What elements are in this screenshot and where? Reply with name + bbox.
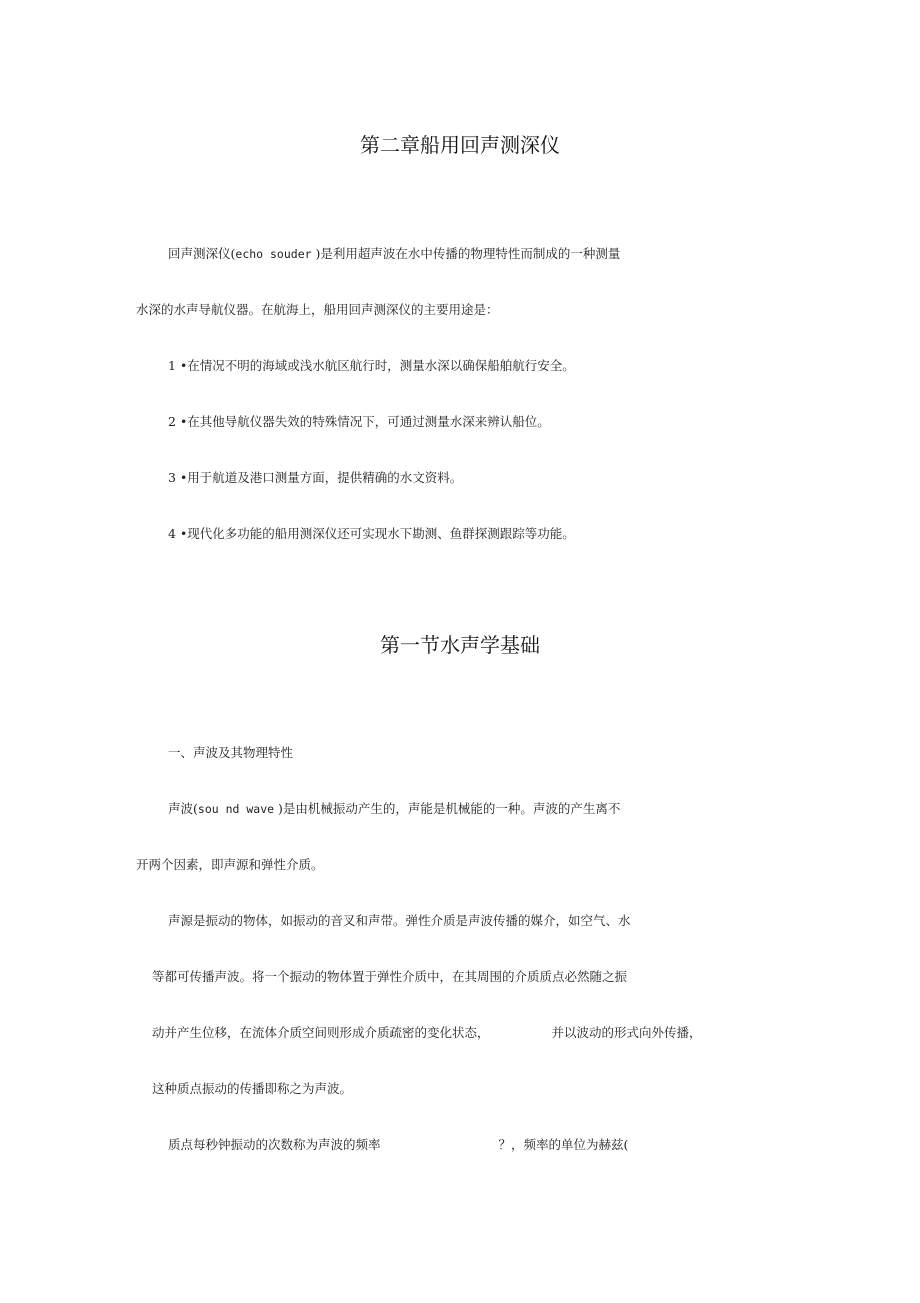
para3-line-1-a: 质点每秒钟振动的次数称为声波的频率 — [168, 1137, 381, 1152]
para2-line-3-a: 动并产生位移，在流体介质空间则形成介质疏密的变化状态， — [152, 1025, 490, 1040]
list-item — [168, 470, 462, 486]
list-item — [168, 414, 550, 430]
para2-line-2: 等都可传播声波。将一个振动的物体置于弹性介质中，在其周围的介质质点必然随之振 — [152, 969, 628, 984]
para2-line-1: 声源是振动的物体，如振动的音叉和声带。弹性介质是声波传播的媒介，如空气、水 — [168, 913, 631, 928]
section-title: 第一节水声学基础 — [380, 633, 540, 657]
para1-line-2: 开两个因素，即声源和弹性介质。 — [136, 857, 324, 872]
list-item-number: 1 — [168, 358, 176, 373]
list-item-text: •在其他导航仪器失效的特殊情况下，可通过测量水深来辨认船位。 — [179, 414, 550, 429]
list-item-number: 4 — [168, 526, 176, 541]
para2-line-3 — [152, 1025, 702, 1041]
intro-term: echo souder — [235, 247, 312, 261]
chapter-title: 第二章船用回声测深仪 — [360, 133, 560, 157]
list-item — [168, 358, 575, 374]
para2-line-3-b: 并以波动的形式向外传播， — [551, 1025, 702, 1040]
list-item-text: •用于航道及港口测量方面，提供精确的水文资料。 — [179, 470, 463, 485]
para2-line-4: 这种质点振动的传播即称之为声波。 — [152, 1081, 353, 1096]
list-item-text: •在情况不明的海域或浅水航区航行时，测量水深以确保船舶航行安全。 — [179, 358, 575, 373]
subsection-heading: 一、声波及其物理特性 — [168, 745, 294, 760]
para1-term: sou nd wave — [197, 802, 275, 816]
intro-line-2: 水深的水声导航仪器。在航海上，船用回声测深仪的主要用途是： — [136, 302, 499, 317]
para1-text-after: )是由机械振动产生的，声能是机械能的一种。声波的产生离不 — [274, 801, 621, 816]
intro-text-after: )是利用超声波在水中传播的物理特性而制成的一种测量 — [311, 246, 621, 261]
para1-line-1 — [168, 801, 620, 817]
list-item — [168, 526, 575, 542]
para3-line-1-b: ？，频率的单位为赫兹( — [498, 1137, 629, 1152]
para1-text-before: 声波( — [168, 801, 198, 816]
list-item-number: 2 — [168, 414, 176, 429]
list-item-text: •现代化多功能的船用测深仪还可实现水下勘测、鱼群探测跟踪等功能。 — [179, 526, 575, 541]
list-item-number: 3 — [168, 470, 176, 485]
intro-text-before: 回声测深仪( — [168, 246, 236, 261]
intro-line-1 — [168, 246, 620, 262]
para3-line-1 — [168, 1137, 628, 1153]
